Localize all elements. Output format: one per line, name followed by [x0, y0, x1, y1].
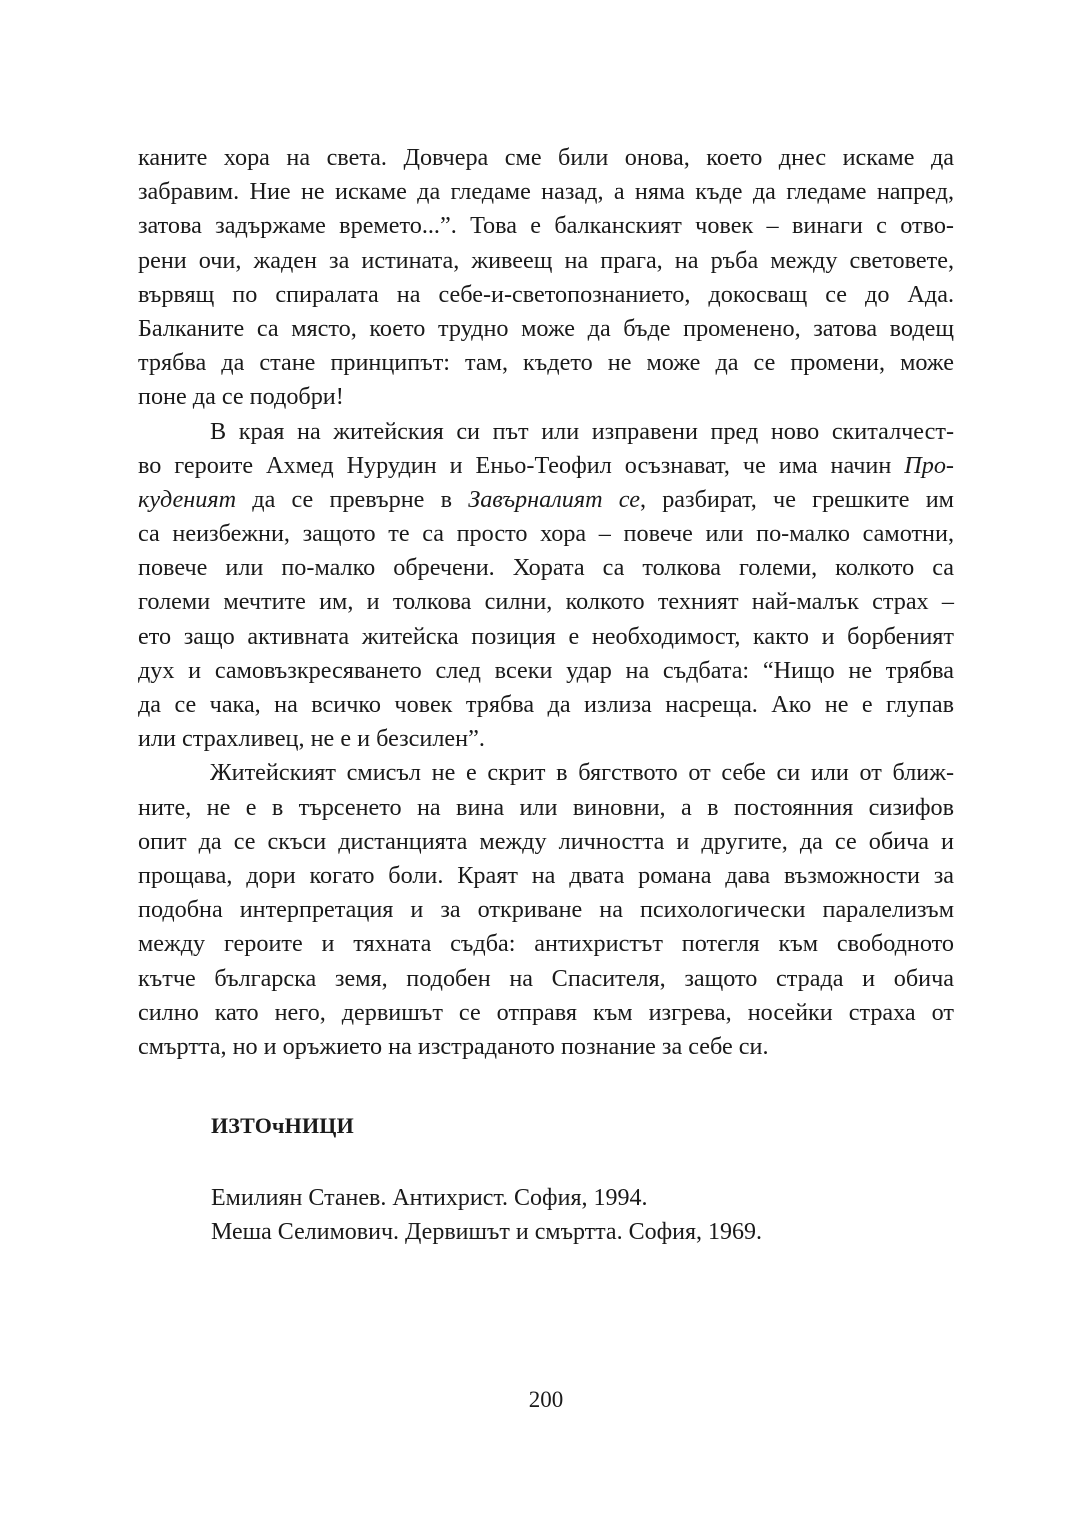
text-line: смъртта, но и оръжието на изстраданото познание за себе си. — [138, 1032, 769, 1060]
text-line: да се чака, на всичко човек трябва да излиза насреща. Ако не е глупав — [138, 691, 954, 718]
text-line: ето защо активната житейска позиция е необходимост, както и борбеният — [138, 622, 954, 650]
text-line: повече или по-малко обречени. Хората са толкова големи, колкото са — [138, 554, 954, 582]
text-line: поне да се подобри! — [138, 383, 344, 411]
text-line: Житейският смисъл не е скрит в бягството от себе си или от ближ- — [210, 759, 954, 787]
text-line: подобна интерпретация и за откриване на психологически паралелизъм — [138, 896, 954, 924]
text-line: са неизбежни, защото те са просто хора – повече или по-малко самотни, — [138, 520, 954, 548]
text-line: Балканите са място, което трудно може да бъде променено, затова водещ — [138, 314, 954, 342]
text-line: каните хора на света. Довчера сме били онова, което днес искаме да — [138, 144, 954, 171]
text-line: вървящ по спиралата на себе-и-светопознанието, докосващ се до Ада. — [138, 280, 954, 308]
text-line: В края на житейския си път или изправени пред ново скиталчест- — [210, 417, 954, 445]
page-number: 200 — [528, 1387, 564, 1412]
source-item: Емилиян Станев. Антихрист. София, 1994. — [211, 1185, 648, 1211]
sources-heading: ИЗТОчНИЦИ — [211, 1113, 354, 1138]
text-line: прощава, дори когато боли. Краят на двата романа дава възможности за — [138, 861, 954, 889]
text-line: куденият да се превърне в Завърналият се, разбират, че грешките им — [138, 485, 954, 513]
text-line: силно като него, дервишът се отправя към изгрева, носейки страха от — [138, 998, 954, 1026]
text-line: дух и самовъзкресяването след всеки удар на съдбата: “Нищо не трябва — [138, 656, 954, 684]
text-line: опит да се скъси дистанцията между личността и другите, да се обича и — [138, 827, 954, 855]
text-line: затова задържаме времето...”. Това е балканският човек – винаги с отво- — [138, 212, 954, 240]
text-line: ните, не е в търсенето на вина или виновни, а в постоянния сизифов — [138, 793, 954, 821]
text-line: между героите и тяхната съдба: антихристът потегля към свободното — [138, 930, 954, 958]
text-line: кътче българска земя, подобен на Спасителя, защото страда и обича — [138, 964, 954, 992]
sources-list — [211, 1181, 762, 1249]
text-line: рени очи, жаден за истината, живеещ на прага, на ръба между световете, — [138, 246, 954, 274]
text-line: во героите Ахмед Нурудин и Еньо-Теофил осъзнават, че има начин Про- — [138, 451, 954, 479]
text-line: забравим. Ние не искаме да гледаме назад, а няма къде да гледаме напред, — [138, 178, 954, 206]
text-line: или страхливец, не е и безсилен”. — [138, 725, 485, 753]
text-line: трябва да стане принципът: там, където не може да се промени, може — [138, 349, 954, 377]
paragraph — [138, 415, 954, 757]
body-text — [138, 141, 954, 1064]
text-line: големи мечтите им, и толкова силни, колкото техният най-малък страх – — [138, 588, 954, 616]
source-item: Меша Селимович. Дервишът и смъртта. София, 1969. — [211, 1219, 763, 1245]
paragraph — [138, 756, 954, 1064]
paragraph — [138, 141, 954, 415]
